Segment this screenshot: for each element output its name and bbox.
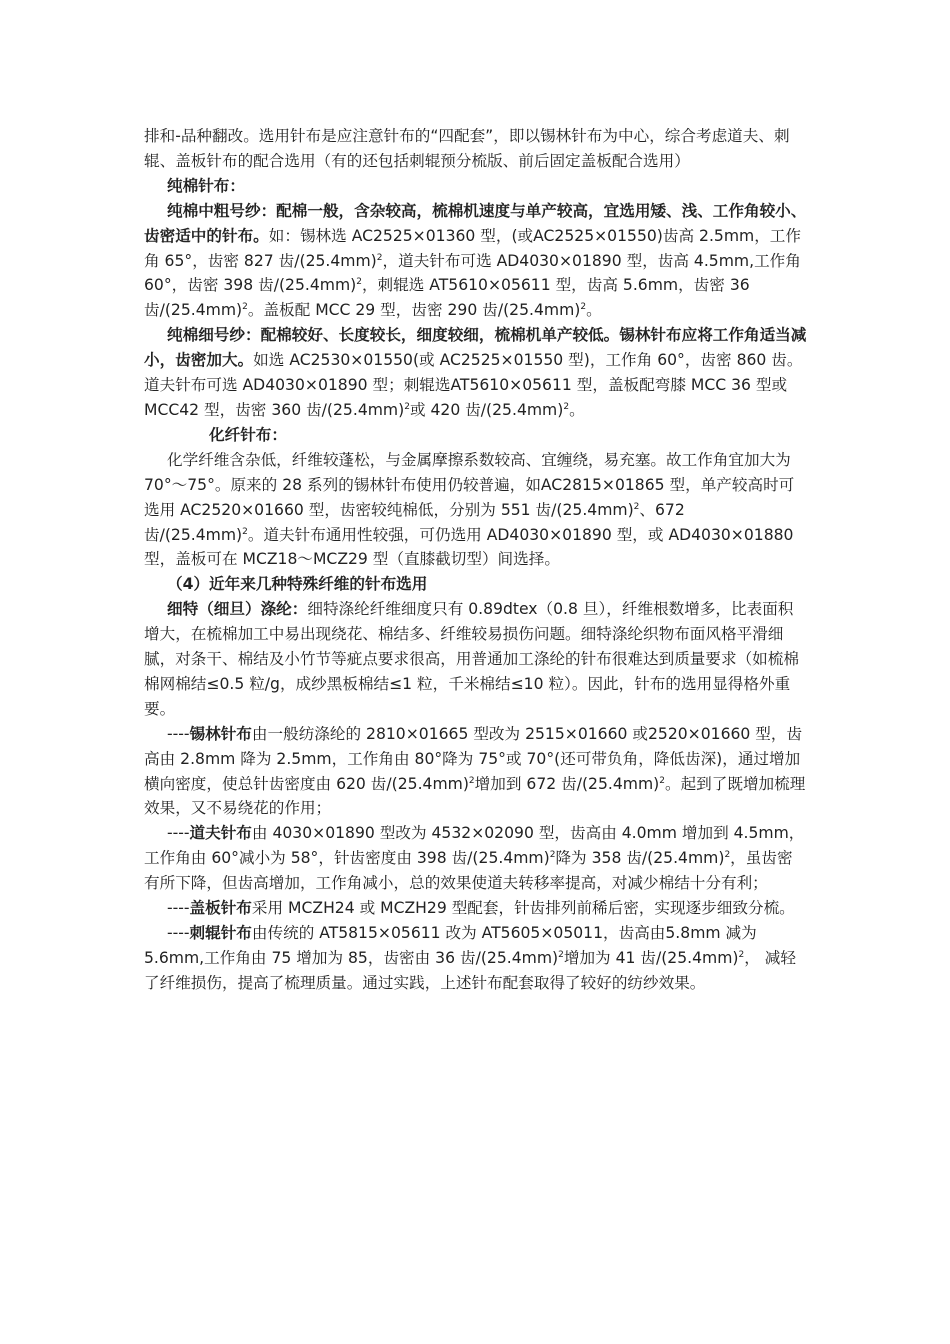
doffer-paragraph — [144, 821, 808, 896]
superscript-2: 2 — [738, 949, 745, 960]
text-span: ，刺辊选 AT5610×05611 型，齿高 5.6mm，齿密 36 齿/(25.4mm) — [144, 276, 750, 320]
document-page — [144, 124, 808, 996]
text-span: 。起到了既增加梳理效果，又不易绕花的作用； — [144, 774, 806, 818]
flat-bold: 盖板针布 — [189, 899, 252, 918]
superscript-2: 2 — [376, 252, 383, 263]
superscript-2: 2 — [468, 775, 475, 786]
text-span: ，道夫针布可选 AD4030×01890 型，齿高 4.5mm,工作角 60°，齿密 398 齿/(25.4mm) — [144, 251, 801, 295]
text-span: 采用 MCZH24 或 MCZH29 型配套，针齿排列前稀后密，实现逐步细致分梳。 — [251, 899, 795, 918]
text-span: 增加为 41 齿/(25.4mm) — [563, 948, 739, 967]
text-span: 如选 AC2530×01550(或 AC2525×01550 型)，工作角 60°，齿密 860 齿。道夫针布可选 AD4030×01890 型；刺辊选AT5610×05611 型，盖板配弯膝 MCC 36 型或 MCC42 型，齿密 360 齿/(25.4mm) — [144, 351, 803, 419]
superscript-2: 2 — [242, 302, 248, 313]
superscript-2: 2 — [242, 526, 248, 537]
superscript-2: 2 — [659, 775, 665, 786]
cylinder-paragraph — [144, 722, 808, 822]
special-heading-text: （4）近年来几种特殊纤维的针布选用 — [167, 575, 428, 594]
text-span: 降为 358 齿/(25.4mm) — [555, 849, 725, 868]
licker-bold: 刺辊针布 — [189, 924, 252, 942]
text-span: 、672 齿/(25.4mm) — [144, 500, 685, 544]
superscript-2: 2 — [356, 277, 362, 288]
cotton-fine-bold: 纯棉细号纱：配棉较好、长度较长，细度较细，梳棉机单产较低。锡林针布应将工作角适当减小，齿密加大。 — [144, 326, 807, 370]
superscript-2: 2 — [404, 401, 410, 412]
cotton-fine-paragraph — [144, 323, 808, 423]
cotton-heading — [144, 174, 808, 199]
superscript-2: 2 — [563, 401, 570, 412]
chemical-heading — [144, 423, 808, 448]
dash-prefix: ---- — [167, 899, 190, 918]
dash-prefix: ---- — [167, 924, 190, 942]
text-span: 或 420 齿/(25.4mm) — [409, 400, 564, 419]
text-span: 由一般纺涤纶的 2810×01665 型改为 2515×01660 或2520×01660 型，齿高由 2.8mm 降为 2.5mm，工作角由 80°降为 75°或 70°(还可带负角，降低齿深)，通过增加横向密度，使总针齿密度由 620 齿/(25.4mm) — [144, 724, 803, 793]
special-heading — [144, 572, 808, 597]
chemical-heading-text: 化纤针布： — [209, 425, 287, 444]
cylinder-bold: 锡林针布 — [189, 724, 252, 743]
superscript-2: 2 — [549, 850, 556, 861]
superscript-2: 2 — [558, 949, 564, 960]
flat-paragraph — [144, 896, 808, 921]
doffer-bold: 道夫针布 — [189, 824, 252, 843]
text-span: 增加到 672 齿/(25.4mm) — [474, 774, 660, 793]
text-span: ， 减轻了纤维损伤，提高了梳理质量。通过实践，上述针布配套取得了较好的纺纱效果。 — [144, 948, 796, 992]
text-span: 。 — [586, 301, 602, 320]
text-span: 。道夫针布通用性较强，可仍选用 AD4030×01890 型，或 AD4030×01880 型，盖板可在 MCZ18～MCZ29 型（直膝截切型）间选择。 — [144, 525, 794, 569]
text-span: 。盖板配 MCC 29 型，齿密 290 齿/(25.4mm) — [247, 301, 581, 320]
superscript-2: 2 — [633, 501, 640, 512]
text-span: 由 4030×01890 型改为 4532×02090 型，齿高由 4.0mm 增加到 4.5mm，工作角由 60°减小为 58°，针齿密度由 398 齿/(25.4mm) — [144, 824, 805, 868]
special-intro-paragraph — [144, 597, 808, 722]
dash-prefix: ---- — [167, 824, 190, 843]
superscript-2: 2 — [724, 850, 731, 861]
licker-paragraph — [144, 921, 808, 996]
text-span: 由传统的 AT5815×05611 改为 AT5605×05011，齿高由5.8mm 减为 5.6mm,工作角由 75 增加为 85，齿密由 36 齿/(25.4mm) — [144, 924, 757, 967]
text-span: 化学纤维含杂低，纤维较蓬松，与金属摩擦系数较高、宜缠绕，易充塞。故工作角宜加大为 70°～75°。原来的 28 系列的锡林针布使用仍较普遍，如AC2815×01865 型，单产较高时可选用 AC2520×01660 型，齿密较纯棉低，分别为 551 齿/(25.4mm) — [144, 450, 795, 519]
text-span: 。 — [569, 400, 585, 419]
chemical-paragraph — [144, 448, 808, 573]
intro-paragraph: 排和-品种翻改。选用针布是应注意针布的“四配套”，即以锡林针布为中心，综合考虑道夫、刺辊、盖板针布的配合选用（有的还包括刺辊预分梳版、前后固定盖板配合选用） — [144, 127, 790, 170]
special-intro-bold: 细特（细旦）涤纶： — [167, 600, 308, 619]
text-span: 细特涤纶纤维细度只有 0.89dtex（0.8 旦），纤维根数增多，比表面积增大，在梳棉加工中易出现绕花、棉结多、纤维较易损伤问题。细特涤纶织物布面风格平滑细腻，对条干、棉结及小竹节等疵点要求很高，用普通加工涤纶的针布很难达到质量要求（如梳棉棉网棉结≤0.5 粒/g，成纱黑板棉结≤1 粒，千米棉结≤10 粒）。因此，针布的选用显得格外重要。 — [144, 600, 799, 718]
dash-prefix: ---- — [167, 724, 190, 743]
text-span: 如：锡林选 AC2525×01360 型，(或AC2525×01550)齿高 2.5mm，工作角 65°，齿密 827 齿/(25.4mm) — [144, 226, 801, 270]
cotton-medium-bold: 纯棉中粗号纱：配棉一般，含杂较高，梳棉机速度与单产较高，宜选用矮、浅、工作角较小、齿密适中的针布。 — [144, 201, 807, 245]
cotton-medium-paragraph — [144, 199, 808, 324]
text-span: ，虽齿密有所下降，但齿高增加，工作角减小，总的效果使道夫转移率提高，对减少棉结十分有利； — [144, 849, 793, 893]
cotton-heading-text: 纯棉针布： — [167, 176, 245, 195]
superscript-2: 2 — [580, 302, 587, 313]
